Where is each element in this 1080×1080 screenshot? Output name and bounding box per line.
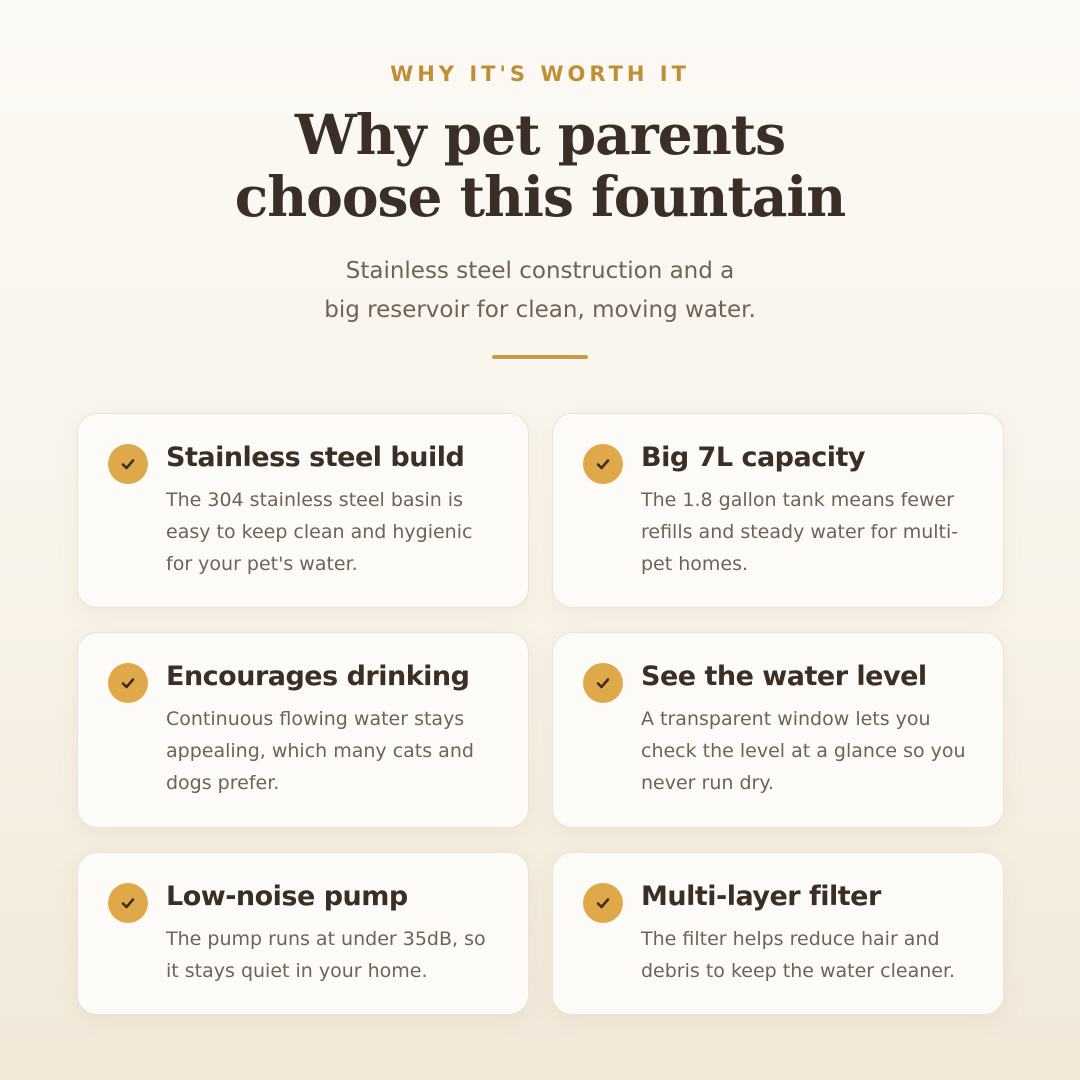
page-subtitle [0,252,1080,330]
subtitle-line-2: big reservoir for clean, moving water. [324,297,756,323]
subtitle-line-1: Stainless steel construction and a [345,258,735,284]
feature-title: Low-noise pump [166,881,408,912]
check-icon [583,663,623,703]
check-icon [108,883,148,923]
feature-description: The 1.8 gallon tank means fewer refills and steady water for multi-pet homes. [641,489,959,575]
eyebrow-label: WHY IT'S WORTH IT [390,62,690,86]
feature-card-capacity [552,413,1004,608]
page-title [0,104,1080,228]
check-icon [108,663,148,703]
feature-card-water-level [552,632,1004,828]
feature-description: A transparent window lets you check the level at a glance so you never run dry. [641,708,966,794]
feature-card-encourages-drinking [77,632,529,828]
title-line-1: Why pet parents [294,102,786,167]
check-icon [583,444,623,484]
check-icon [583,883,623,923]
feature-title: Encourages drinking [166,661,470,692]
feature-card-stainless-steel [77,413,529,608]
feature-title: See the water level [641,661,927,692]
feature-card-multi-layer-filter [552,852,1004,1015]
feature-description: The pump runs at under 35dB, so it stays quiet in your home. [166,928,486,982]
accent-divider [492,355,588,359]
feature-card-low-noise-pump [77,852,529,1015]
feature-description: The 304 stainless steel basin is easy to keep clean and hygienic for your pet's water. [166,489,473,575]
title-line-2: choose this fountain [234,164,846,229]
feature-title: Stainless steel build [166,442,465,473]
check-icon [108,444,148,484]
feature-description: The filter helps reduce hair and debris to keep the water cleaner. [641,928,956,982]
feature-title: Multi-layer filter [641,881,881,912]
feature-description: Continuous flowing water stays appealing, which many cats and dogs prefer. [166,708,474,794]
feature-title: Big 7L capacity [641,442,865,473]
